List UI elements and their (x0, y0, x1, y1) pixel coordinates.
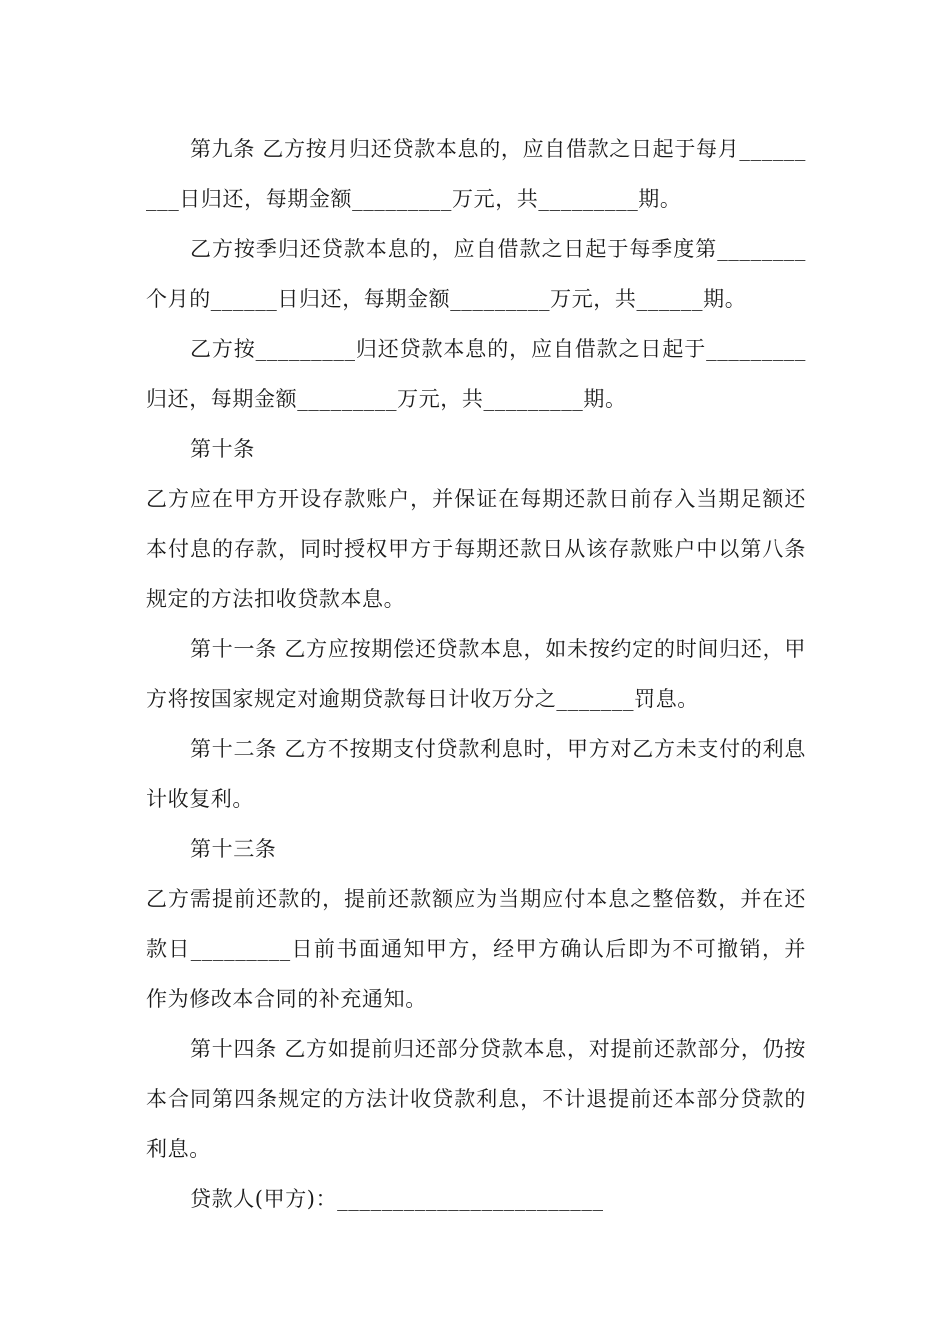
article-14: 第十四条 乙方如提前归还部分贷款本息，对提前还款部分，仍按本合同第四条规定的方法计收贷款利息，不计退提前还本部分贷款的利息。 (146, 1037, 806, 1161)
article-9-other: 乙方按_________归还贷款本息的，应自借款之日起于_________归还，每期金额_________万元，共_________期。 (146, 337, 806, 411)
article-9-quarterly: 乙方按季归还贷款本息的，应自借款之日起于每季度第________个月的______日归还，每期金额_________万元，共______期。 (146, 237, 806, 311)
article-9-monthly: 第九条 乙方按月归还贷款本息的，应自借款之日起于每月_________日归还，每期金额_________万元，共_________期。 (146, 137, 806, 211)
article-13-heading: 第十三条 (190, 837, 277, 861)
article-12: 第十二条 乙方不按期支付贷款利息时，甲方对乙方未支付的利息计收复利。 (146, 737, 806, 811)
article-13-body: 乙方需提前还款的，提前还款额应为当期应付本息之整倍数，并在还款日_________日前书面通知甲方，经甲方确认后即为不可撤销，并作为修改本合同的补充通知。 (146, 887, 806, 1011)
article-10-body: 乙方应在甲方开设存款账户，并保证在每期还款日前存入当期足额还本付息的存款，同时授权甲方于每期还款日从该存款账户中以第八条规定的方法扣收贷款本息。 (146, 487, 806, 611)
lender-signature-line: 贷款人(甲方)：________________________ (190, 1187, 604, 1211)
article-11: 第十一条 乙方应按期偿还贷款本息，如未按约定的时间归还，甲方将按国家规定对逾期贷款每日计收万分之_______罚息。 (146, 637, 806, 711)
contract-body (146, 124, 806, 1224)
article-10-heading: 第十条 (190, 437, 255, 461)
